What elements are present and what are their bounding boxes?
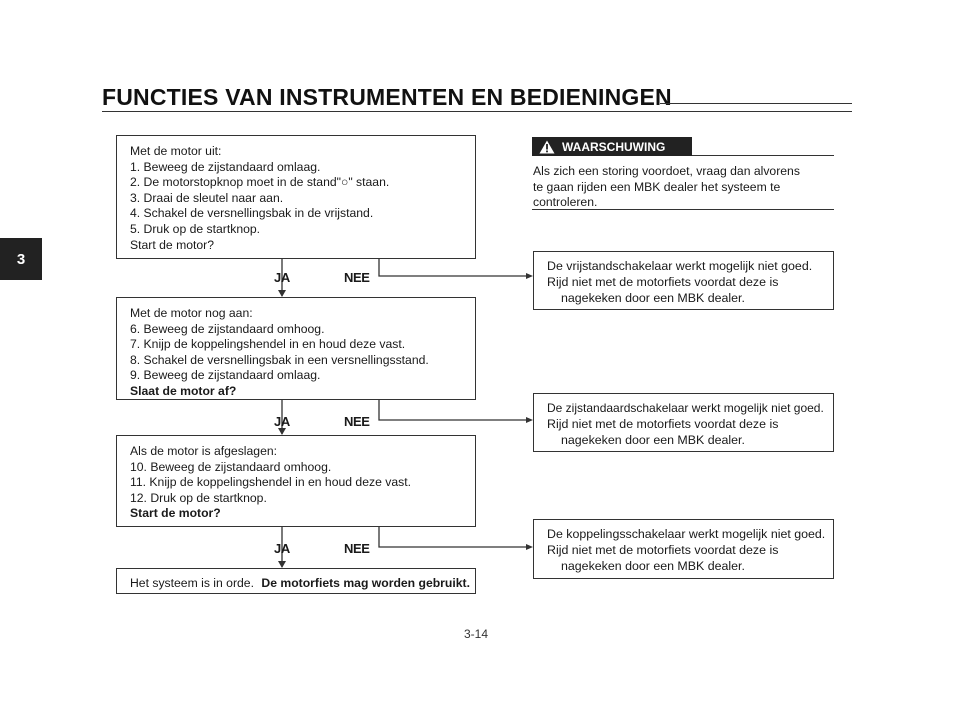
outcome3-box: [533, 519, 834, 579]
final-bold-text: De motorfiets mag worden gebruikt.: [261, 576, 470, 590]
outcome1-line: Rijd niet met de motorfiets voordat deze is: [547, 275, 779, 290]
final-text: Het systeem is in orde.: [130, 576, 254, 590]
step1-line: 3. Draai de sleutel naar aan.: [130, 190, 284, 205]
step3-line: 12. Druk op de startknop.: [130, 490, 267, 505]
step1-question: Start de motor?: [130, 237, 214, 252]
page-number: 3-14: [464, 627, 489, 641]
arrowhead-yes-3: [278, 561, 286, 568]
step1-line: 4. Schakel de versnellingsbak in de vrijstand.: [130, 206, 374, 221]
warning-line: te gaan rijden een MBK dealer het systeem te: [533, 179, 781, 194]
warning-rule-top: [692, 155, 834, 156]
warning-line: controleren.: [533, 195, 598, 210]
step1-line: Met de motor uit:: [130, 144, 222, 158]
yes-label: JA: [274, 270, 290, 285]
outcome2-line: Rijd niet met de motorfiets voordat deze is: [547, 417, 779, 432]
yes-label: JA: [274, 541, 290, 556]
outcome3-line: De koppelingsschakelaar werkt mogelijk niet goed.: [547, 527, 826, 541]
step1-line: 2. De motorstopknop moet in de stand"○" staan.: [130, 175, 390, 190]
arrowhead-yes-2: [278, 428, 286, 435]
step2-line: 8. Schakel de versnellingsbak in een versnellingsstand.: [130, 352, 429, 367]
step3-line: Als de motor is afgeslagen:: [130, 444, 278, 458]
page-title: FUNCTIES VAN INSTRUMENTEN EN BEDIENINGEN: [102, 84, 672, 110]
step3-question: Start de motor?: [130, 506, 221, 521]
outcome1-line: De vrijstandschakelaar werkt mogelijk niet goed.: [547, 259, 813, 273]
arrowhead-yes-1: [278, 290, 286, 297]
arrowhead-no-1: [526, 273, 533, 279]
step3-line: 10. Beweeg de zijstandaard omhoog.: [130, 459, 332, 474]
outcome2-line: De zijstandaardschakelaar werkt mogelijk niet goed.: [547, 401, 824, 415]
connector-no-2: [379, 400, 527, 420]
arrowhead-no-2: [526, 417, 533, 423]
connector-no-3: [379, 527, 527, 547]
outcome3-line: nagekeken door een MBK dealer.: [561, 559, 745, 574]
step1-line: 1. Beweeg de zijstandaard omlaag.: [130, 159, 321, 174]
final-box: [116, 568, 476, 594]
arrowhead-no-3: [526, 544, 533, 550]
connector-no-1: [379, 258, 527, 276]
step2-line: Met de motor nog aan:: [130, 306, 253, 320]
step1-box: [116, 135, 476, 259]
step1-line: 5. Druk op de startknop.: [130, 221, 261, 236]
outcome3-line: Rijd niet met de motorfiets voordat deze is: [547, 543, 779, 558]
warning-text: [533, 164, 800, 211]
step2-line: 6. Beweeg de zijstandaard omhoog.: [130, 321, 325, 336]
no-label: NEE: [344, 270, 370, 285]
outcome1-line: nagekeken door een MBK dealer.: [561, 291, 745, 306]
outcome2-box: [533, 393, 834, 452]
no-label: NEE: [344, 414, 370, 429]
warning-rule-bottom: [532, 209, 834, 210]
step3-box: [116, 435, 476, 527]
chapter-number: 3: [16, 250, 26, 268]
step2-line: 9. Beweeg de zijstandaard omlaag.: [130, 368, 321, 383]
step2-question: Slaat de motor af?: [130, 383, 237, 398]
yes-label: JA: [274, 414, 290, 429]
warning-line: Als zich een storing voordoet, vraag dan alvorens: [533, 164, 800, 178]
warning-icon: [532, 140, 562, 154]
warning-heading: [532, 137, 692, 156]
outcome1-box: [533, 251, 834, 310]
no-label: NEE: [344, 541, 370, 556]
warning-heading-label: WAARSCHUWING: [562, 139, 666, 154]
step2-box: [116, 297, 476, 400]
step3-line: 11. Knijp de koppelingshendel in en houd deze vast.: [130, 475, 411, 490]
outcome2-line: nagekeken door een MBK dealer.: [561, 433, 745, 448]
step2-line: 7. Knijp de koppelingshendel in en houd deze vast.: [130, 337, 406, 352]
